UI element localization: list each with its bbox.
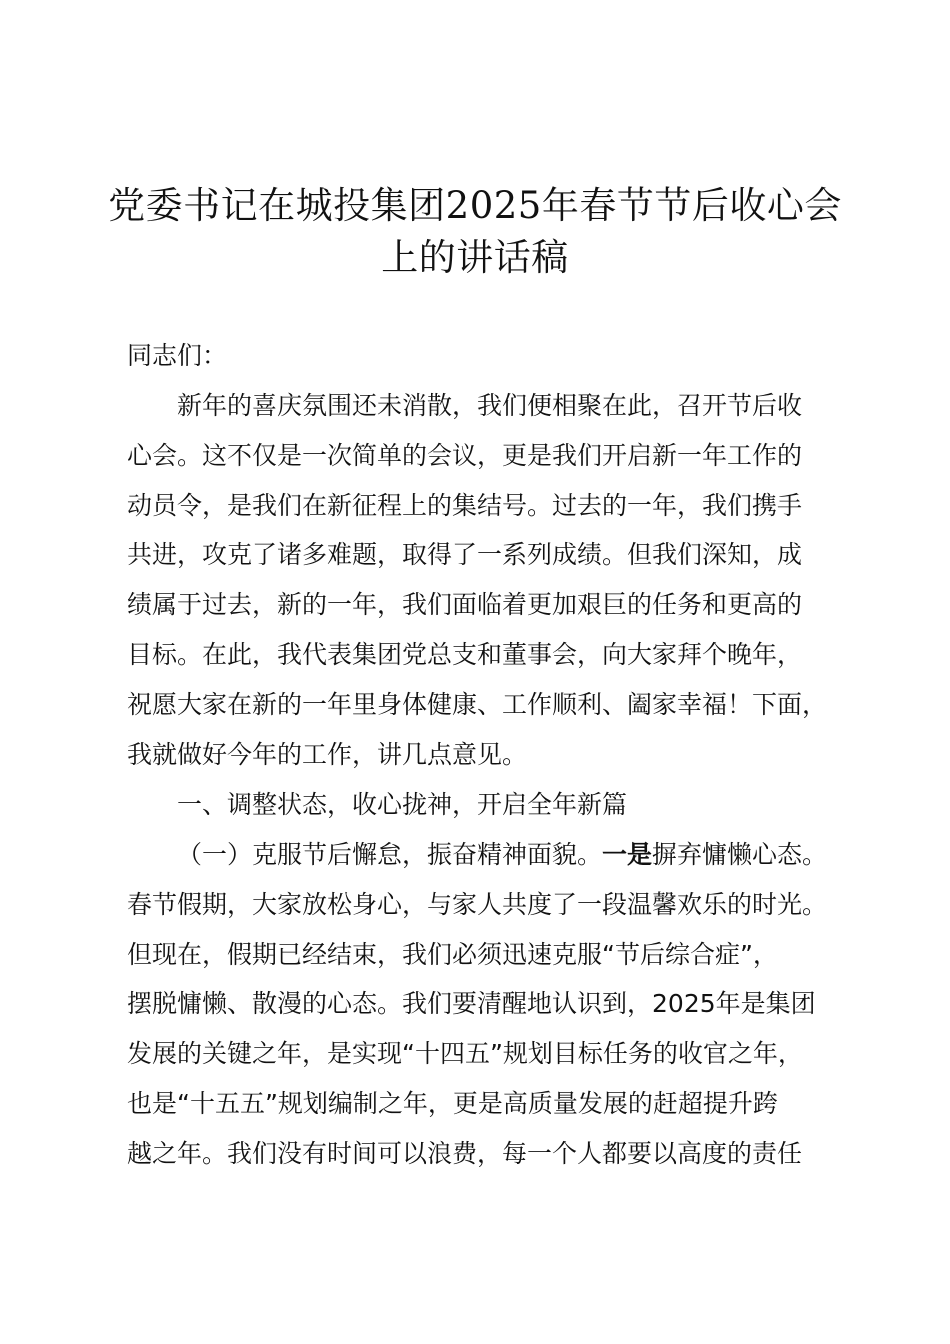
salutation: 同志们： (127, 341, 228, 370)
paragraph-line: 发展的关键之年，是实现“十四五”规划目标任务的收官之年， (127, 1039, 803, 1069)
paragraph-line: 越之年。我们没有时间可以浪费，每一个人都要以高度的责任 (127, 1138, 803, 1168)
paragraph-line: 摆脱慵懒、散漫的心态。我们要清醒地认识到，2025年是集团 (127, 989, 816, 1019)
section-heading-text: 一、调整状态，收心拢神，开启全年新篇 (177, 790, 628, 819)
title-line-2: 上的讲话稿 (381, 236, 569, 279)
title-line-1: 党委书记在城投集团2025年春节节后收心会 (108, 184, 842, 227)
paragraph-line: 绩属于过去，新的一年，我们面临着更加艰巨的任务和更高的 (127, 590, 803, 620)
paragraph-line: 目标。在此，我代表集团党总支和董事会，向大家拜个晚年， (127, 639, 803, 669)
paragraph-section-1-1 (127, 830, 857, 1179)
paragraph-line: 春节假期，大家放松身心，与家人共度了一段温馨欢乐的时光。 (127, 889, 828, 919)
document-title (100, 180, 850, 284)
section-heading (127, 780, 857, 830)
point-label: 一是 (602, 840, 653, 869)
paragraph-intro (127, 381, 857, 779)
subsection-label: （一）克服节后懈怠，振奋精神面貌。 (177, 840, 603, 869)
paragraph-line: 共进，攻克了诸多难题，取得了一系列成绩。但我们深知，成 (127, 540, 803, 570)
paragraph-line: 也是“十五五”规划编制之年，更是高质量发展的赶超提升跨 (127, 1088, 778, 1118)
point-title: 摒弃慵懒心态。 (652, 840, 828, 869)
paragraph-line: 我就做好今年的工作，讲几点意见。 (127, 739, 528, 769)
paragraph-line-first (127, 830, 857, 880)
paragraph-line: 但现在，假期已经结束，我们必须迅速克服“节后综合症”， (127, 939, 778, 969)
paragraph-line: 动员令，是我们在新征程上的集结号。过去的一年，我们携手 (127, 490, 803, 520)
paragraph-line: 祝愿大家在新的一年里身体健康、工作顺利、阖家幸福！下面， (127, 689, 828, 719)
paragraph-line: 心会。这不仅是一次简单的会议，更是我们开启新一年工作的 (127, 440, 803, 470)
paragraph-line: 新年的喜庆氛围还未消散，我们便相聚在此，召开节后收 (177, 391, 803, 420)
